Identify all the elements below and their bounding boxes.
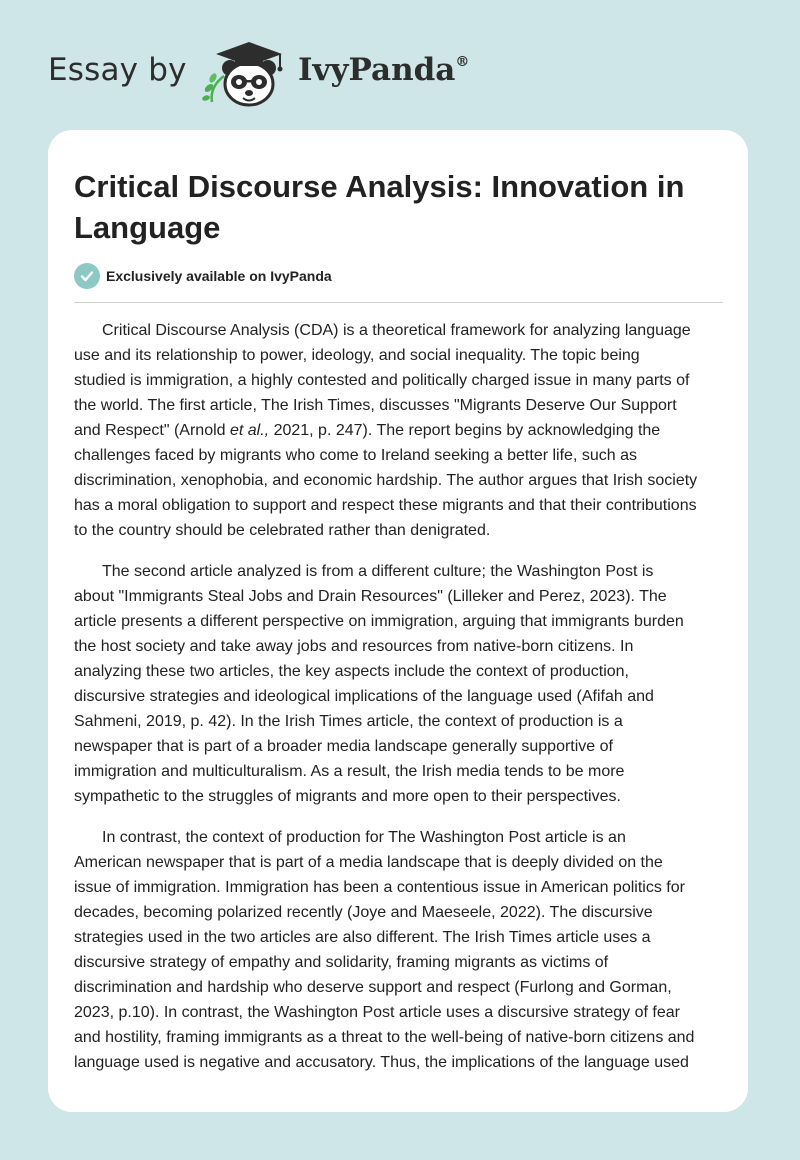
text-line: discrimination and hardship who deserve support and respect (Furlong and Gorman, xyxy=(74,979,672,996)
text-line: discursive strategies and ideological implications of the language used (Afifah and xyxy=(74,688,654,705)
text-line: American newspaper that is part of a media landscape that is deeply divided on the xyxy=(74,854,663,871)
citation-prefix: and Respect" (Arnold xyxy=(74,422,230,439)
text-line: Critical Discourse Analysis (CDA) is a theoretical framework for analyzing language xyxy=(102,322,691,339)
text-line: newspaper that is part of a broader media landscape generally supportive of xyxy=(74,738,613,755)
text-line: strategies used in the two articles are also different. The Irish Times article uses a xyxy=(74,929,651,946)
text-line: analyzing these two articles, the key aspects include the context of production, xyxy=(74,663,629,680)
registered-mark: ® xyxy=(455,54,470,70)
text-line: decades, becoming polarized recently (Joye and Maeseele, 2022). The discursive xyxy=(74,904,653,921)
text-line: article presents a different perspective on immigration, arguing that immigrants burden xyxy=(74,613,684,630)
text-line: The second article analyzed is from a different culture; the Washington Post is xyxy=(102,563,654,580)
text-line: the world. The first article, The Irish Times, discusses "Migrants Deserve Our Support xyxy=(74,397,677,414)
text-line: Sahmeni, 2019, p. 42). In the Irish Times article, the context of production is a xyxy=(74,713,623,730)
exclusive-badge xyxy=(74,263,332,289)
text-line: studied is immigration, a highly contested and politically charged issue in many parts of xyxy=(74,372,690,389)
brand-name-text: IvyPanda xyxy=(298,52,456,88)
text-line: use and its relationship to power, ideology, and social inequality. The topic being xyxy=(74,347,640,364)
text-line: to the country should be celebrated rather than denigrated. xyxy=(74,522,491,539)
citation-rest: 2021, p. 247). The report begins by acknowledging the xyxy=(269,422,661,439)
text-line: issue of immigration. Immigration has been a contentious issue in American politics for xyxy=(74,879,685,896)
text-line: immigration and multiculturalism. As a result, the Irish media tends to be more xyxy=(74,763,625,780)
check-icon xyxy=(74,263,100,289)
badge-text: Exclusively available on IvyPanda xyxy=(106,268,332,284)
text-line: about "Immigrants Steal Jobs and Drain Resources" (Lilleker and Perez, 2023). The xyxy=(74,588,667,605)
panda-graduate-icon xyxy=(202,38,288,110)
text-line: discrimination, xenophobia, and economic hardship. The author argues that Irish society xyxy=(74,472,698,489)
text-line: In contrast, the context of production for The Washington Post article is an xyxy=(102,829,626,846)
essay-card xyxy=(48,130,748,1112)
brand-name xyxy=(298,52,469,88)
paragraph-2 xyxy=(74,559,728,809)
citation-em: et al., xyxy=(229,422,270,439)
text-line: challenges faced by migrants who come to Ireland seeking a better life, such as xyxy=(74,447,637,464)
brand-prefix: Essay by xyxy=(48,52,187,88)
page-title: Critical Discourse Analysis: Innovation in Language xyxy=(74,169,685,245)
paragraph-3 xyxy=(74,825,728,1075)
text-line: discursive strategy of empathy and solidarity, framing migrants as victims of xyxy=(74,954,609,971)
text-line: language used is negative and accusatory. Thus, the implications of the language used xyxy=(74,1054,689,1071)
text-line: the host society and take away jobs and resources from native-born citizens. In xyxy=(74,638,634,655)
essay-body xyxy=(74,318,728,1091)
divider xyxy=(74,302,723,303)
paragraph-1 xyxy=(74,318,728,543)
text-line-citation xyxy=(74,418,728,443)
text-line: has a moral obligation to support and respect these migrants and that their contributions xyxy=(74,497,697,514)
text-line: and hostility, framing immigrants as a threat to the well-being of native-born citizens and xyxy=(74,1029,695,1046)
text-line: 2023, p.10). In contrast, the Washington Post article uses a discursive strategy of fear xyxy=(74,1004,680,1021)
brand-header[interactable] xyxy=(48,38,508,108)
text-line: sympathetic to the struggles of migrants and more open to their perspectives. xyxy=(74,788,621,805)
